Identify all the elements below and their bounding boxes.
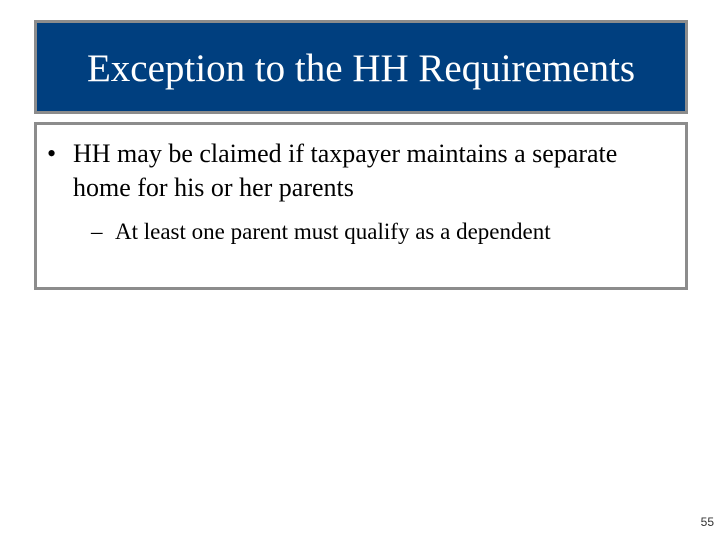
dash-icon: –: [91, 219, 103, 244]
slide-title: Exception to the HH Requirements: [86, 46, 636, 90]
bullet-icon: •: [47, 139, 57, 168]
content-box: [34, 122, 688, 290]
sub-bullet-text: At least one parent must qualify as a dependent: [115, 219, 551, 244]
title-box: [34, 20, 688, 114]
main-bullet: [47, 137, 667, 205]
sub-bullet: [91, 217, 681, 247]
page-number: 55: [700, 515, 714, 529]
main-bullet-text: HH may be claimed if taxpayer maintains a separate home for his or her parents: [73, 139, 618, 202]
